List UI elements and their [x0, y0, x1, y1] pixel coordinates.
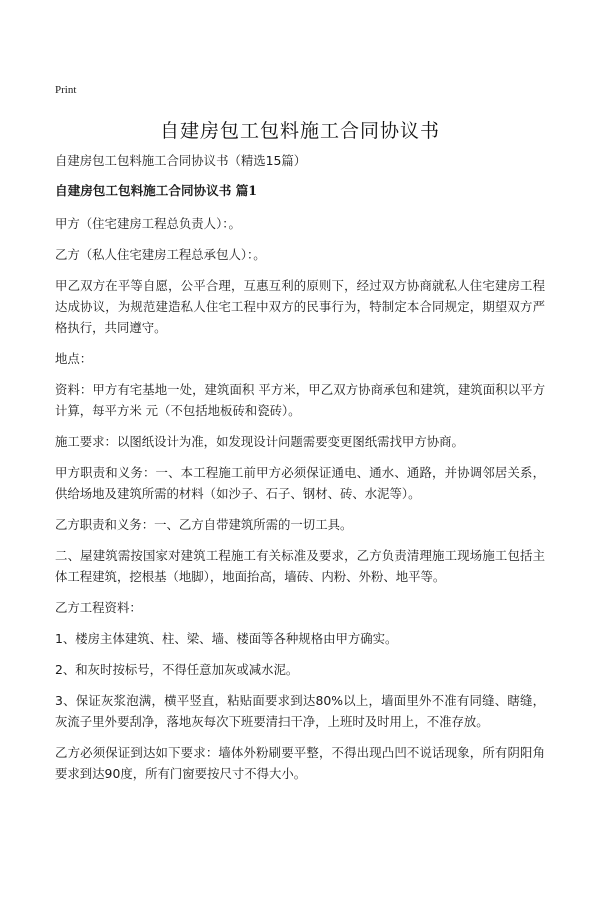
construction-requirements-paragraph: 施工要求：以图纸设计为准，如发现设计问题需要变更图纸需找甲方协商。 — [55, 434, 464, 449]
party-b-project-materials-heading: 乙方工程资料： — [55, 600, 142, 615]
document-title: 自建房包工包料施工合同协议书 — [159, 120, 440, 142]
party-a-line: 甲方（住宅建房工程总负责人）：。 — [55, 216, 241, 231]
party-a-duties-paragraph: 甲方职责和义务：一、本工程施工前甲方必须保证通电、通水、通路，并协调邻居关系，供给场地及建筑所需的材料（如沙子、石子、钢材、砖、水泥等）。 — [55, 465, 545, 501]
document-subtitle: 自建房包工包料施工合同协议书（精选15篇） — [55, 153, 307, 168]
party-b-duties-paragraph: 乙方职责和义务：一、乙方自带建筑所需的一切工具。 — [55, 517, 353, 532]
clause-3: 3、保证灰浆泡满，横平竖直，粘贴面要求到达80%以上，墙面里外不准有同缝、瞎缝，灰流子里外要刮净，落地灰每次下班要清扫干净，上班时及时用上，不准存放。 — [55, 693, 545, 729]
clause-1: 1、楼房主体建筑、柱、梁、墙、楼面等各种规格由甲方确实。 — [55, 631, 398, 646]
materials-paragraph: 资料：甲方有宅基地一处，建筑面积 平方米，甲乙双方协商承包和建筑，建筑面积以平方计算，每平方米 元（不包括地板砖和瓷砖）。 — [55, 382, 545, 418]
building-standards-paragraph: 二、屋建筑需按国家对建筑工程施工有关标准及要求，乙方负责清理施工现场施工包括主体工程建筑，挖根基（地脚），地面抬高，墙砖、内粉、外粉、地平等。 — [55, 548, 545, 584]
agreement-intro-paragraph: 甲乙双方在平等自愿，公平合理，互惠互利的原则下，经过双方协商就私人住宅建房工程达成协议，为规范建造私人住宅工程中双方的民事行为，特制定本合同规定，期望双方严格执行，共同遵守。 — [55, 278, 545, 335]
clause-2: 2、和灰时按标号，不得任意加灰或减水泥。 — [55, 662, 299, 677]
quality-requirements-paragraph: 乙方必须保证到达如下要求：墙体外粉刷要平整，不得出现凸凹不说话现象，所有阴阳角要求到达90度，所有门窗要按尺寸不得大小。 — [55, 745, 545, 781]
document-body — [55, 150, 545, 794]
section-heading: 自建房包工包料施工合同协议书 篇1 — [55, 183, 258, 198]
location-line: 地点： — [55, 351, 93, 366]
party-b-line: 乙方（私人住宅建房工程总承包人）：。 — [55, 247, 266, 262]
print-label: Print — [55, 84, 77, 96]
